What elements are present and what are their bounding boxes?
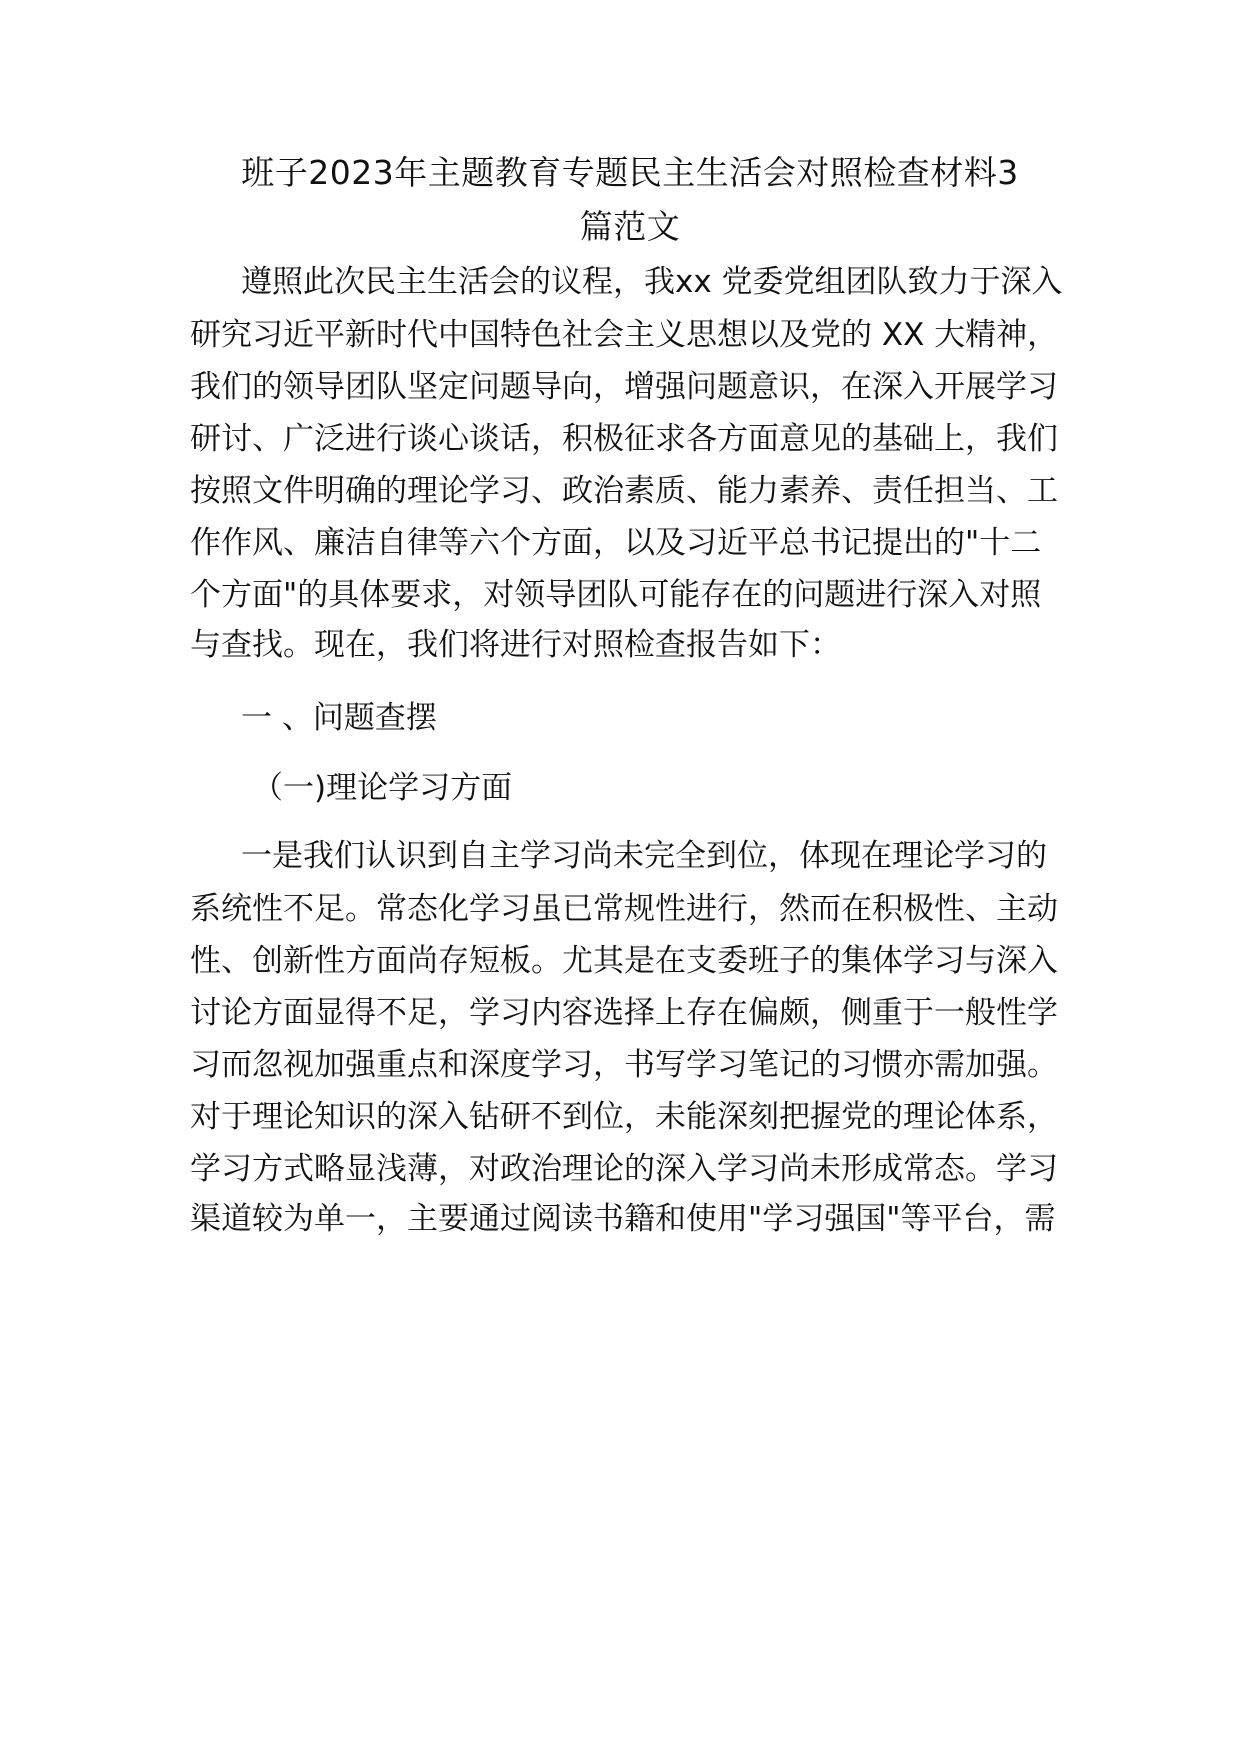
body-line-8: 渠道较为单一，主要通过阅读书籍和使用"学习强国"等平台，需: [190, 1201, 1056, 1237]
document-title: [190, 146, 1070, 254]
intro-line-6: 作作风、廉洁自律等六个方面，以及习近平总书记提出的"十二: [190, 525, 1042, 561]
intro-line-2: 研究习近平新时代中国特色社会主义思想以及党的 XX 大精神，: [190, 317, 1059, 353]
intro-line-7: 个方面"的具体要求，对领导团队可能存在的问题进行深入对照: [190, 577, 1042, 613]
section-heading: 一 、问题查摆: [241, 700, 437, 736]
body-line-4: 讨论方面显得不足，学习内容选择上存在偏颇，侧重于一般性学: [190, 995, 1058, 1031]
intro-line-8: 与查找。现在，我们将进行对照检查报告如下：: [190, 627, 841, 663]
intro-line-1: 遵照此次民主生活会的议程，我xx 党委党组团队致力于深入: [241, 264, 1063, 300]
intro-line-5: 按照文件明确的理论学习、政治素质、能力素养、责任担当、工: [190, 473, 1058, 509]
body-line-5: 习而忽视加强重点和深度学习，书写学习笔记的习惯亦需加强。: [190, 1047, 1058, 1083]
body-line-2: 系统性不足。常态化学习虽已常规性进行，然而在积极性、主动: [190, 891, 1058, 927]
intro-line-4: 研讨、广泛进行谈心谈话，积极征求各方面意见的基础上，我们: [190, 421, 1058, 457]
body-line-1: 一是我们认识到自主学习尚未完全到位，体现在理论学习的: [241, 838, 1047, 874]
title-line-2: 篇范文: [579, 207, 681, 246]
subsection-heading: （一)理论学习方面: [252, 770, 513, 806]
body-line-6: 对于理论知识的深入钻研不到位，未能深刻把握党的理论体系，: [190, 1099, 1058, 1135]
intro-line-3: 我们的领导团队坚定问题导向，增强问题意识，在深入开展学习: [190, 369, 1058, 405]
body-line-3: 性、创新性方面尚存短板。尤其是在支委班子的集体学习与深入: [190, 943, 1058, 979]
body-line-7: 学习方式略显浅薄，对政治理论的深入学习尚未形成常态。学习: [190, 1151, 1058, 1187]
title-line-1: 班子2023年主题教育专题民主生活会对照检查材料3: [241, 153, 1019, 192]
